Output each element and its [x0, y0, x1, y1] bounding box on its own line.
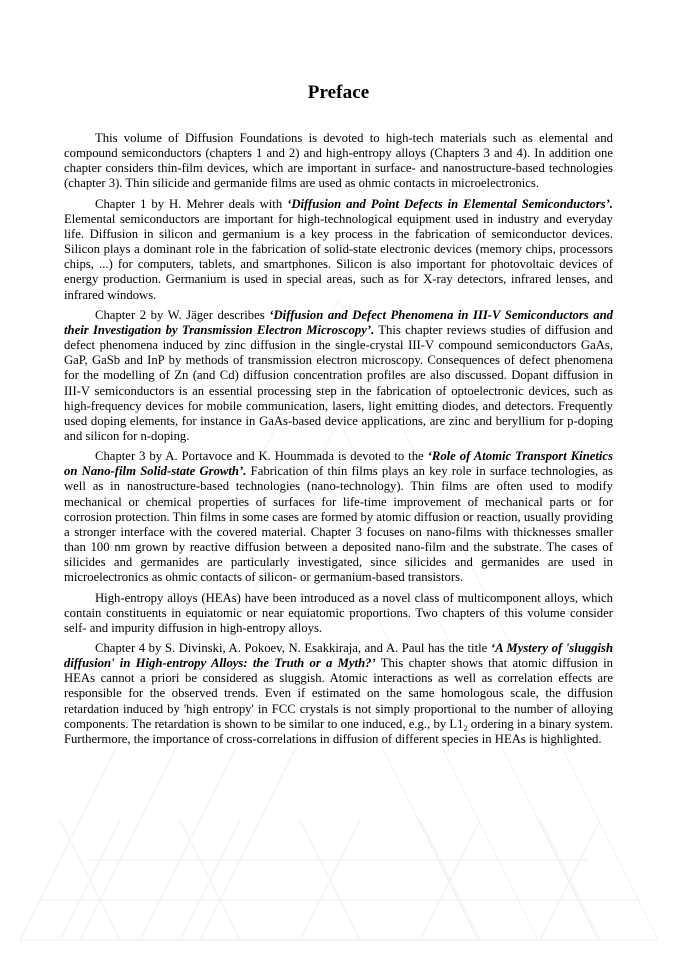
chapter-3-lead: Chapter 3 by A. Portavoce and K. Hoummada is devoted to the	[95, 449, 428, 464]
chapter-1-title: ‘Diffusion and Point Defects in Elemental Semiconductors’.	[287, 196, 613, 211]
chapter-4-paragraph	[64, 641, 613, 747]
chapter-3-paragraph	[64, 449, 613, 585]
chapter-3-title: ‘Role of Atomic Transport Kinetics on Nano-film Solid-state Growth’.	[64, 449, 614, 479]
intro-paragraph: This volume of Diffusion Foundations is devoted to high-tech materials such as elemental and compound semiconductors (chapters 1 and 2) and high-entropy alloys (Chapters 3 and 4). In addition one chapter considers thin-film devices, which are important in surface- and nanostructure-based technologies (chapter 3). Thin silicide and germanide films are used as ohmic contacts in microelectronics.	[64, 131, 613, 191]
preface-page	[64, 82, 613, 752]
chapter-1-lead: Chapter 1 by H. Mehrer deals with	[95, 196, 288, 211]
chapter-2-lead: Chapter 2 by W. Jäger describes	[95, 307, 270, 322]
chapter-2-paragraph	[64, 308, 613, 444]
chapter-2-body: This chapter reviews studies of diffusion and defect phenomena induced by zinc diffusion in the single-crystal III-V compound semiconductors GaAs, GaP, GaSb and InP by methods of transmission electron microscopy. Consequences of defect phenomena for the modelling of Zn (and Cd) diffusion concentration profiles are also discussed. Dopant diffusion in III-V semiconductors is an essential processing step in the fabrication of optoelectronic devices, such as high-frequency devices for mobile communication, lasers, light emitting diodes, and detectors. Frequently used doping elements, for instance in GaAs-based device applications, are zinc and beryllium for p-doping and silicon for n-doping.	[64, 322, 613, 443]
chapter-1-paragraph	[64, 197, 613, 303]
chapter-4-body: This chapter shows that atomic diffusion in HEAs cannot a priori be considered as sluggish. Atomic interactions as well as correlation effects are responsible for the observed trends. Even if estimated on the same homologous scale, the diffusion retardation induced by 'high entropy' in FCC crystals is not simply proportional to the number of alloying components. The retardation is shown to be similar to one induced, e.g., by L1	[64, 656, 613, 731]
chapter-1-body: Elemental semiconductors are important for high-technological equipment used in industry and everyday life. Diffusion in silicon and germanium is a key process in the fabrication of semiconductor devices. Silicon plays a dominant role in the fabrication of solid-state electronic devices (memory chips, processors chips, ...) for computers, tablets, and smartphones. Silicon is also important for photovoltaic devices of energy production. Germanium is used in special areas, such as for X-ray detectors, infrared lenses, and infrared windows.	[64, 211, 613, 302]
chapter-4-lead: Chapter 4 by S. Divinski, A. Pokoev, N. Esakkiraja, and A. Paul has the title	[95, 641, 491, 655]
chapter-4-title: ‘A Mystery of 'sluggish diffusion' in High-entropy Alloys: the Truth or a Myth?’	[64, 641, 614, 671]
chapter-2-title: ‘Diffusion and Defect Phenomena in III-V Semiconductors and their Investigation by Transmission Electron Microscopy’.	[64, 307, 614, 337]
subscript-2: 2	[463, 723, 468, 733]
page-title: Preface	[307, 82, 370, 103]
chapter-3-body: Fabrication of thin films plays an key role in surface technologies, as well as in nanostructure-based technologies (nano-technology). Thin films are often used to modify mechanical or chemical properties of surfaces for life-time improvement of mechanical parts or for corrosion protection. Thin films in some cases are formed by atomic diffusion or reaction, usually providing a stronger interface with the covered material. Chapter 3 focuses on nano-films with thicknesses smaller than 100 nm grown by reactive diffusion between a deposited nano-film and the substrate. The cases of silicides and germanides are particularly investigated, since silicides and germanides are used in microelectronics as ohmic contacts of silicon- or germanium-based transistors.	[64, 464, 613, 585]
hea-paragraph: High-entropy alloys (HEAs) have been introduced as a novel class of multicomponent alloys, which contain constituents in equiatomic or near equiatomic proportions. Two chapters of this volume consider self- and impurity diffusion in high-entropy alloys.	[64, 590, 613, 635]
chapter-4-tail: ordering in a binary system. Furthermore, the importance of cross-correlations in diffusion of different species in HEAs is highlighted.	[64, 716, 613, 746]
